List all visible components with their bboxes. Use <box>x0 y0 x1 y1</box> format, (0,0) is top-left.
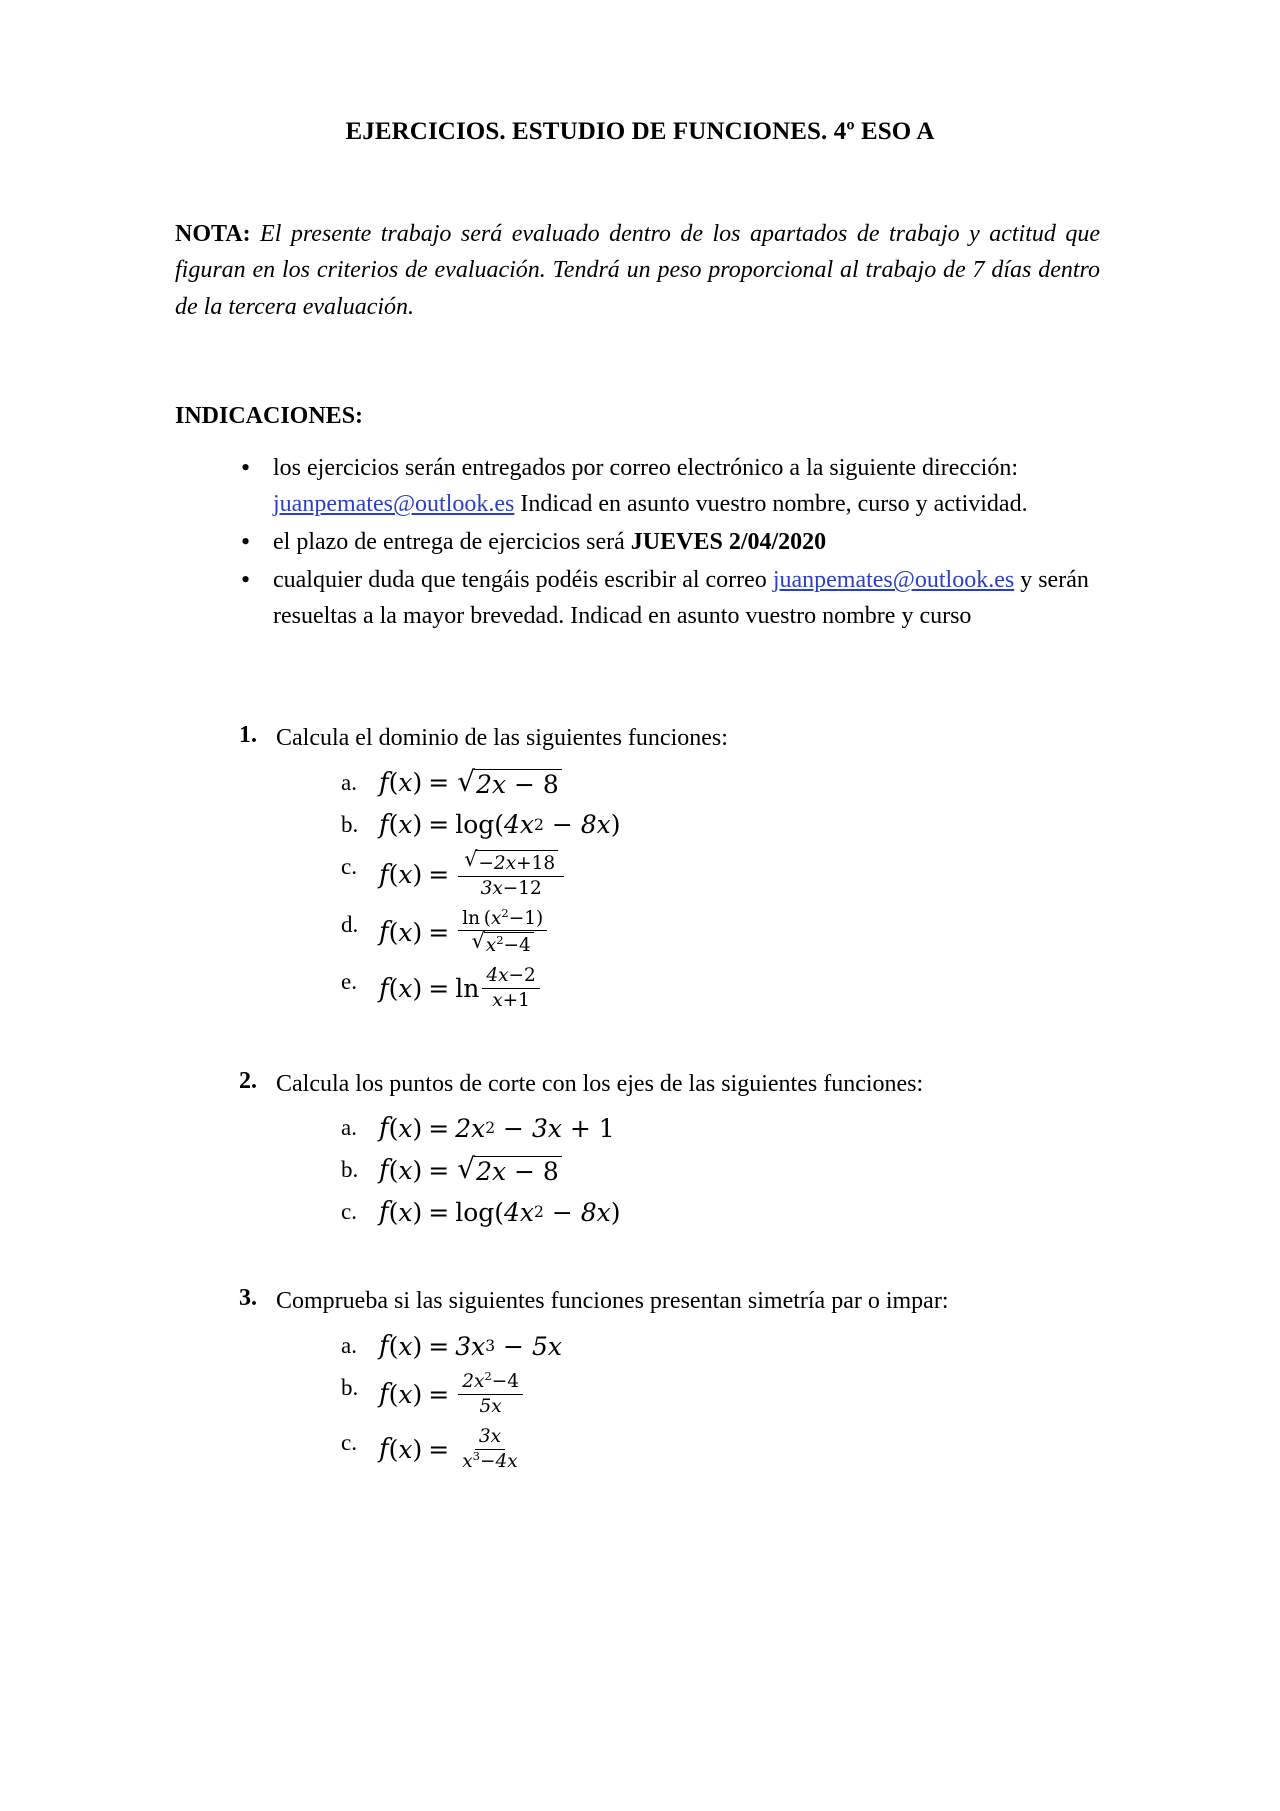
formula-2c: f ( x ) = log( 4x 2 − 8x ) <box>379 1197 621 1228</box>
exercise-1-item-e <box>341 965 1105 1012</box>
item-label: c. <box>341 853 357 879</box>
exercise-2-items <box>241 1111 1105 1229</box>
formula-3c: f ( x ) = $\frac{3x}{x^3-4x}$ <box>379 1425 518 1472</box>
item-label: c. <box>341 1429 357 1455</box>
formula-1c: f ( x ) = √ −2x+18 3x−12 <box>341 850 567 900</box>
exercise-3-items <box>241 1329 1105 1472</box>
indicacion-text-1b: Indicad en asunto vuestro nombre, curso y actividad. <box>514 491 1028 518</box>
exercise-3-item-a <box>341 1329 1105 1363</box>
page-title: EJERCICIOS. ESTUDIO DE FUNCIONES. 4º ESO A <box>345 118 935 145</box>
formula-1a: f ( x ) = √ 2x − 8 <box>341 769 564 797</box>
email-link-2[interactable]: juanpemates@outlook.es <box>772 567 1015 594</box>
item-label: c. <box>341 1199 357 1225</box>
exercise-2-item-c <box>341 1195 1105 1229</box>
list-item <box>241 562 1105 634</box>
formula-2b: f ( x ) = √ 2x − 8 <box>341 1156 564 1184</box>
item-label: b. <box>341 1375 359 1401</box>
exercise-2-item-b <box>341 1153 1105 1187</box>
exercise-2-statement: Calcula los puntos de corte con los ejes de las siguientes funciones: <box>276 1070 924 1097</box>
exercise-2 <box>241 1068 1105 1230</box>
item-label: d. <box>341 911 359 937</box>
nota-paragraph <box>175 216 1100 325</box>
list-item <box>241 524 1105 560</box>
formula-1e: f ( x ) = ln $\frac{4x-2}{x+1}$ <box>341 965 543 1012</box>
indicacion-text-3b: y serán resueltas a la mayor brevedad. Indicad en asunto vuestro nombre y curso <box>273 567 1089 630</box>
indicaciones-list <box>175 450 1105 634</box>
indicacion-text-2a: el plazo de entrega de ejercicios será <box>273 529 631 556</box>
formula-1d: f ( x ) = $\ln (x^2-1)$ √ $x^2-4$ <box>341 908 550 958</box>
exercise-1 <box>241 722 1105 1012</box>
item-label: a. <box>341 1115 357 1141</box>
deadline-date: JUEVES 2/04/2020 <box>630 529 827 556</box>
exercise-2-item-a <box>341 1111 1105 1145</box>
formula-3a: f ( x ) = 3x 3 − 5x <box>379 1331 562 1362</box>
exercise-1-item-c <box>341 846 1105 900</box>
exercise-1-item-a <box>341 766 1105 800</box>
formula-2a: f ( x ) = 2x 2 − 3x + 1 <box>379 1113 615 1144</box>
item-label: b. <box>341 811 359 837</box>
item-label: a. <box>341 1333 357 1359</box>
indicacion-text-3a: cualquier duda que tengáis podéis escribir al correo <box>273 567 773 594</box>
list-item <box>241 450 1105 522</box>
nota-label: NOTA <box>175 221 243 247</box>
item-label: a. <box>341 769 357 795</box>
indicacion-text-1a: los ejercicios serán entregados por correo electrónico a la siguiente dirección: <box>273 455 1019 482</box>
formula-1b: f ( x ) = log( 4x 2 − 8x ) <box>379 809 621 840</box>
email-link-1[interactable]: juanpemates@outlook.es <box>273 491 515 518</box>
exercise-1-items <box>241 766 1105 1012</box>
exercise-list <box>175 722 1105 1472</box>
nota-separator: : <box>242 221 251 247</box>
exercise-3-item-b <box>341 1368 1105 1418</box>
item-label: e. <box>341 969 357 995</box>
exercise-1-statement: Calcula el dominio de las siguientes funciones: <box>276 725 728 752</box>
indicaciones-heading: INDICACIONES: <box>175 403 364 430</box>
exercise-1-item-b <box>341 808 1105 842</box>
exercise-3-statement: Comprueba si las siguientes funciones presentan simetría par o impar: <box>276 1288 949 1315</box>
exercise-3 <box>241 1285 1105 1472</box>
formula-3b: f ( x ) = $\frac{2x^2-4}{5x}$ <box>341 1371 526 1418</box>
nota-text: El presente trabajo será evaluado dentro de los apartados de trabajo y actitud que figuran en los criterios de evaluación. Tendrá un peso proporcional al trabajo de 7 días dentro de la tercera evaluación. <box>175 221 1101 320</box>
item-label: b. <box>341 1157 359 1183</box>
exercise-3-item-c <box>341 1426 1105 1473</box>
exercise-1-item-d <box>341 905 1105 958</box>
